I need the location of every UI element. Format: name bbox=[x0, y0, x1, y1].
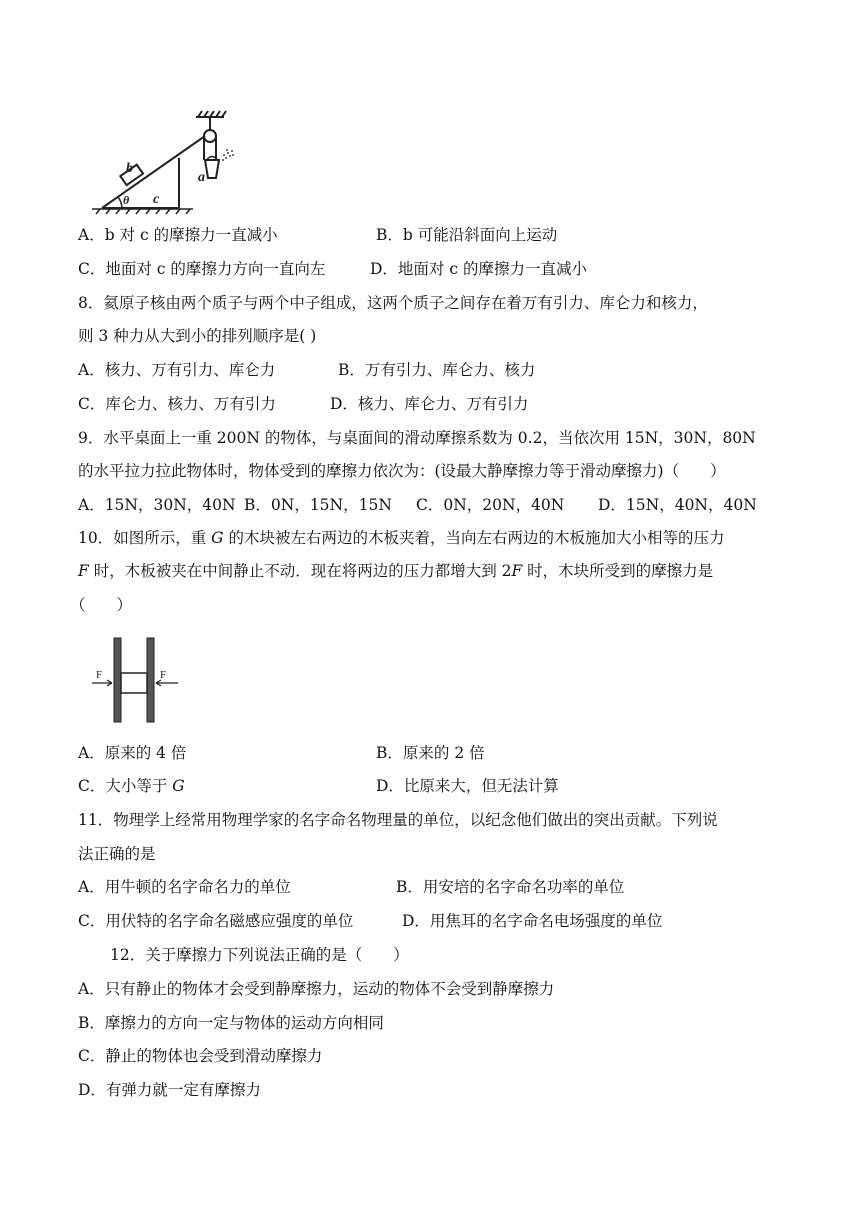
q10-stem-text-2a: 时，木板被夹在中间静止不动．现在将两边的压力都增大到 2 bbox=[88, 562, 512, 580]
q7-option-d: D．地面对 c 的摩擦力一直减小 bbox=[370, 260, 587, 278]
q11-option-a: A．用牛顿的名字命名力的单位 bbox=[78, 878, 291, 896]
q10-option-b: B．原来的 2 倍 bbox=[376, 744, 485, 762]
q12-option-c: C．静止的物体也会受到滑动摩擦力 bbox=[78, 1047, 323, 1065]
q7-option-b: B．b 可能沿斜面向上运动 bbox=[376, 226, 558, 244]
q12-option-d: D．有弹力就一定有摩擦力 bbox=[78, 1081, 261, 1099]
q10-stem-text-1b: 的木块被左右两边的木板夹着，当向左右两边的木板施加大小相等的压力 bbox=[223, 529, 725, 547]
q12-option-a: A．只有静止的物体才会受到静摩擦力，运动的物体不会受到静摩擦力 bbox=[78, 980, 555, 998]
q10-variable-g: G bbox=[211, 529, 224, 547]
q8-option-b: B．万有引力、库仑力、核力 bbox=[338, 361, 536, 379]
q7-option-a: A．b 对 c 的摩擦力一直减小 bbox=[78, 226, 278, 244]
label-theta: θ bbox=[123, 193, 130, 207]
q9-option-c: C．0N，20N，40N bbox=[416, 496, 565, 514]
q8-option-a: A．核力、万有引力、库仑力 bbox=[78, 361, 276, 379]
q10-stem-line1 bbox=[78, 528, 724, 548]
q9-stem-line1: 9．水平桌面上一重 200N 的物体，与桌面间的滑动摩擦系数为 0.2，当依次用 15N，30N，80N bbox=[78, 429, 756, 447]
q8-stem-line1: 8．氦原子核由两个质子与两个中子组成，这两个质子之间存在着万有引力、库仑力和核力， bbox=[78, 294, 708, 312]
q9-option-d: D．15N，40N，40N bbox=[598, 496, 757, 514]
q11-option-c: C．用伏特的名字命名磁感应强度的单位 bbox=[78, 912, 354, 930]
q10-option-c bbox=[78, 776, 185, 796]
q9-stem-line2: 的水平拉力拉此物体时，物体受到的摩擦力依次为：(设最大静摩擦力等于滑动摩擦力)（ ） bbox=[78, 462, 726, 480]
q11-stem-line2: 法正确的是 bbox=[78, 845, 156, 863]
q11-stem-line1: 11．物理学上经常用物理学家的名字命名物理量的单位，以纪念他们做出的突出贡献。下列说 bbox=[78, 811, 718, 829]
q11-option-b: B．用安培的名字命名功率的单位 bbox=[396, 878, 625, 896]
q11-option-d: D．用焦耳的名字命名电场强度的单位 bbox=[402, 912, 663, 930]
q10-stem-text-1a: 10．如图所示，重 bbox=[78, 529, 212, 547]
q8-stem-line2: 则 3 种力从大到小的排列顺序是( ) bbox=[78, 327, 317, 345]
q10-option-d: D．比原来大，但无法计算 bbox=[376, 777, 559, 795]
q10-option-c-text: C．大小等于 bbox=[78, 777, 173, 795]
fig-force-left-label: F bbox=[96, 669, 103, 681]
q7-option-c: C．地面对 c 的摩擦力方向一直向左 bbox=[78, 260, 326, 278]
q10-variable-2f: F bbox=[511, 562, 523, 580]
q10-stem-line3: （ ） bbox=[70, 596, 133, 614]
q10-option-c-variable: G bbox=[172, 777, 185, 795]
q8-option-c: C．库仑力、核力、万有引力 bbox=[78, 395, 276, 413]
label-c: c bbox=[153, 192, 160, 207]
q12-option-b: B．摩擦力的方向一定与物体的运动方向相同 bbox=[78, 1014, 384, 1032]
fig-force-right-label: F bbox=[160, 669, 167, 681]
q10-stem-line2 bbox=[78, 561, 713, 581]
q10-option-a: A．原来的 4 倍 bbox=[78, 744, 187, 762]
label-b: b bbox=[126, 161, 133, 176]
q10-variable-f: F bbox=[78, 562, 89, 580]
q12-stem: 12．关于摩擦力下列说法正确的是（ ） bbox=[110, 946, 409, 964]
clamped-block-figure bbox=[90, 636, 200, 726]
q9-option-b: B．0N，15N，15N bbox=[244, 496, 392, 514]
incline-pulley-figure bbox=[88, 100, 328, 215]
label-a: a bbox=[198, 170, 205, 185]
q9-option-a: A．15N，30N，40N bbox=[78, 496, 236, 514]
q8-option-d: D．核力、库仑力、万有引力 bbox=[330, 395, 529, 413]
q10-stem-text-2b: 时，木块所受到的摩擦力是 bbox=[522, 562, 714, 580]
